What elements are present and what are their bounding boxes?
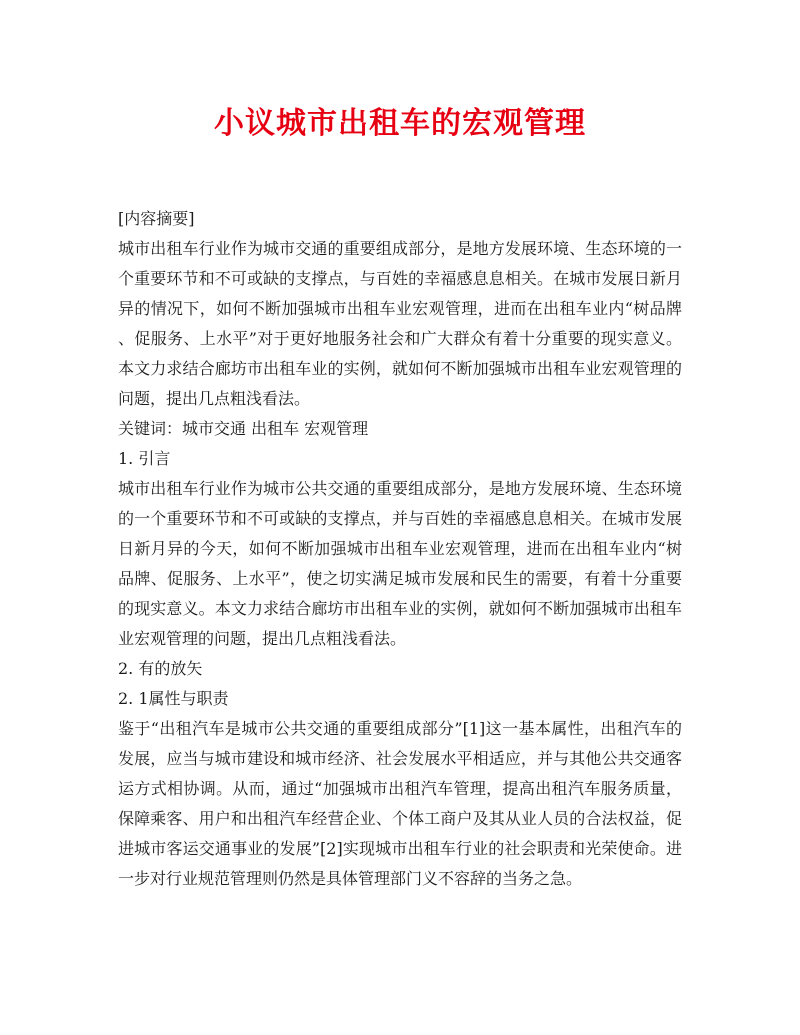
body-text-line: 、促服务、上水平”对于更好地服务社会和广大群众有着十分重要的现实意义。 (118, 329, 682, 348)
body-text-line: 个重要环节和不可或缺的支撑点，与百姓的幸福感息息相关。在城市发展日新月 (118, 269, 682, 288)
body-text-line: 城市出租车行业作为城市交通的重要组成部分，是地方发展环境、生态环境的一 (118, 239, 682, 258)
body-text-line: 一步对行业规范管理则仍然是具体管理部门义不容辞的当务之急。 (118, 869, 583, 888)
body-text-line: 运方式相协调。从而，通过“加强城市出租汽车管理，提高出租汽车服务质量， (118, 779, 682, 798)
document-body (118, 204, 682, 894)
body-text-line: 日新月异的今天，如何不断加强城市出租车业宏观管理，进而在出租车业内“树 (118, 539, 682, 558)
body-text-line: 问题，提出几点粗浅看法。 (118, 389, 311, 408)
body-text-line: 进城市客运交通事业的发展”[2]实现城市出租车行业的社会职责和光荣使命。进 (118, 839, 682, 858)
body-text-line: 保障乘客、用户和出租汽车经营企业、个体工商户及其从业人员的合法权益，促 (118, 809, 682, 828)
body-text-line: 品牌、促服务、上水平”，使之切实满足城市发展和民生的需要，有着十分重要 (118, 569, 682, 588)
body-text-line: 城市出租车行业作为城市公共交通的重要组成部分，是地方发展环境、生态环境 (118, 479, 682, 498)
body-text-line: 业宏观管理的问题，提出几点粗浅看法。 (118, 629, 407, 648)
body-text-line: 本文力求结合廊坊市出租车业的实例，就如何不断加强城市出租车业宏观管理的 (118, 359, 682, 378)
body-text-line: 关键词：城市交通 出租车 宏观管理 (118, 419, 369, 438)
document-title: 小议城市出租车的宏观管理 (214, 106, 586, 141)
body-text-line: 的一个重要环节和不可或缺的支撑点，并与百姓的幸福感息息相关。在城市发展 (118, 509, 682, 528)
body-text-line: 1. 引言 (118, 449, 171, 468)
body-text-line: 2. 有的放矢 (118, 659, 203, 678)
body-text-line: 的现实意义。本文力求结合廊坊市出租车业的实例，就如何不断加强城市出租车 (118, 599, 682, 618)
body-text-line: 鉴于“出租汽车是城市公共交通的重要组成部分”[1]这一基本属性，出租汽车的 (118, 719, 682, 738)
body-text-line: 2. 1属性与职责 (118, 689, 229, 708)
body-text-line: 异的情况下，如何不断加强城市出租车业宏观管理，进而在出租车业内“树品牌 (118, 299, 682, 318)
body-text-line: 发展，应当与城市建设和城市经济、社会发展水平相适应，并与其他公共交通客 (118, 749, 682, 768)
body-text-line: [内容摘要] (118, 209, 195, 228)
